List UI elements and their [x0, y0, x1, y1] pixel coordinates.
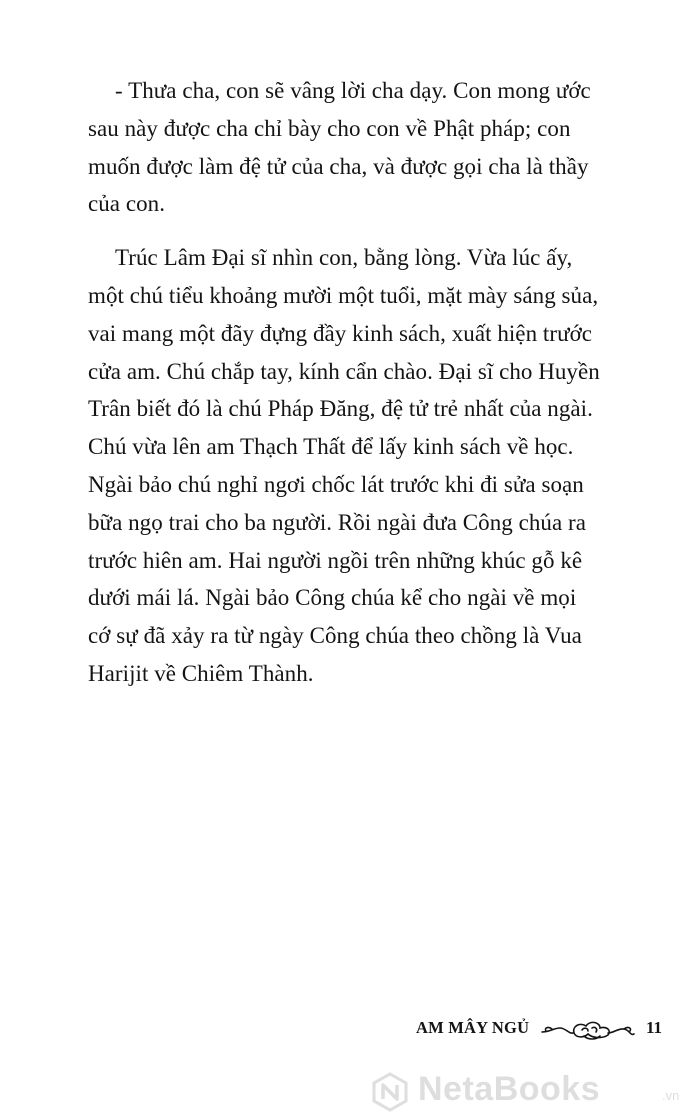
- text-line: cớ sự đã xảy ra từ ngày Công chúa theo chồng là Vua: [88, 623, 582, 649]
- text-line: một chú tiểu khoảng mười một tuổi, mặt mày sáng sủa,: [88, 282, 599, 308]
- running-title: AM MÂY NGỦ: [416, 1018, 530, 1037]
- text-line: - Thưa cha, con sẽ vâng lời cha dạy. Con mong ước: [115, 78, 591, 103]
- text-line: vai mang một đãy đựng đầy kinh sách, xuất hiện trước: [88, 320, 593, 346]
- text-line: cửa am. Chú chắp tay, kính cẩn chào. Đại sĩ cho Huyền: [88, 358, 600, 384]
- text-line: trước hiên am. Hai người ngồi trên những khúc gỗ kê: [88, 547, 583, 573]
- text-line: Ngài bảo chú nghỉ ngơi chốc lát trước khi đi sửa soạn: [88, 471, 584, 497]
- paragraph-1: [88, 72, 648, 223]
- body-text: [88, 72, 648, 693]
- paragraph-gap: [88, 223, 648, 239]
- watermark: [370, 1070, 690, 1114]
- text-line: Trân biết đó là chú Pháp Đăng, đệ tử trẻ nhất của ngài.: [88, 396, 593, 422]
- cloud-ornament-icon: [540, 1016, 636, 1044]
- page-number: 11: [646, 1018, 663, 1037]
- paragraph-2: [88, 239, 648, 693]
- text-line: của con.: [88, 191, 166, 217]
- page-footer: [0, 1016, 700, 1056]
- text-line: bữa ngọ trai cho ba người. Rồi ngài đưa Công chúa ra: [88, 509, 586, 535]
- text-line: Trúc Lâm Đại sĩ nhìn con, bằng lòng. Vừa lúc ấy,: [115, 245, 573, 271]
- watermark-suffix: .vn: [662, 1088, 680, 1103]
- text-line: sau này được cha chỉ bày cho con về Phật pháp; con: [88, 115, 571, 141]
- text-line: Chú vừa lên am Thạch Thất để lấy kinh sách về học.: [88, 434, 574, 460]
- watermark-text: NetaBooks: [418, 1070, 601, 1108]
- text-line: dưới mái lá. Ngài bảo Công chúa kể cho ngài về mọi: [88, 585, 577, 611]
- text-line: Harijit về Chiêm Thành.: [88, 660, 314, 686]
- netabooks-logo-icon: [370, 1072, 410, 1112]
- text-line: muốn được làm đệ tử của cha, và được gọi cha là thầy: [88, 153, 589, 179]
